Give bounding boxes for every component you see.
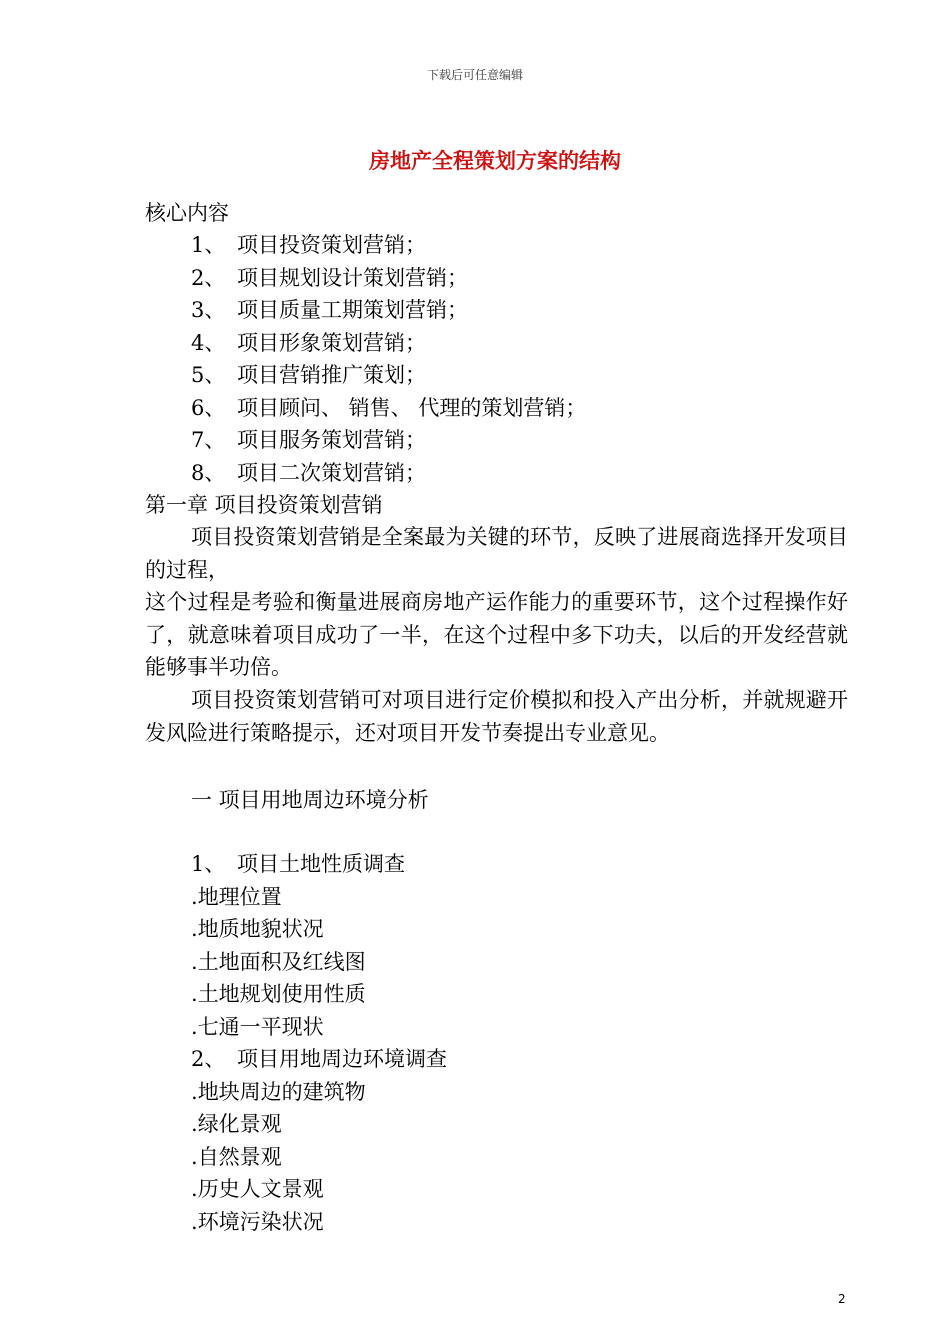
bullet-text: 土地面积及红线图 bbox=[197, 950, 366, 974]
item-number: 4、 bbox=[191, 331, 226, 355]
bullet-mark: . bbox=[191, 1145, 198, 1169]
item-number: 1、 bbox=[191, 852, 226, 876]
core-item bbox=[191, 264, 468, 292]
bullet-text: 绿化景观 bbox=[197, 1112, 282, 1136]
bullet-text: 七通一平现状 bbox=[197, 1015, 324, 1039]
bullet-mark: . bbox=[191, 1015, 198, 1039]
page-number: 2 bbox=[838, 1292, 846, 1306]
bullet-mark: . bbox=[191, 917, 198, 941]
bullet-text: 自然景观 bbox=[197, 1145, 282, 1169]
core-item bbox=[191, 361, 426, 389]
bullet-item bbox=[191, 1175, 324, 1203]
paragraph: 这个过程是考验和衡量进展商房地产运作能力的重要环节，这个过程操作好了，就意味着项目成功了一半，在这个过程中多下功夫，以后的开发经营就能够事半功倍。 bbox=[145, 590, 848, 679]
core-item bbox=[191, 296, 468, 324]
core-heading: 核心内容 bbox=[145, 201, 229, 225]
bullet-mark: . bbox=[191, 1210, 198, 1234]
item-text: 项目规划设计策划营销； bbox=[237, 266, 468, 290]
item-text: 项目形象策划营销； bbox=[237, 331, 426, 355]
core-item bbox=[191, 394, 586, 422]
bullet-mark: . bbox=[191, 885, 198, 909]
section-heading: 一 项目用地周边环境分析 bbox=[191, 788, 429, 812]
item-text: 项目用地周边环境调查 bbox=[237, 1047, 447, 1071]
document-title: 房地产全程策划方案的结构 bbox=[369, 149, 621, 173]
bullet-item bbox=[191, 948, 366, 976]
bullet-mark: . bbox=[191, 1112, 198, 1136]
bullet-text: 历史人文景观 bbox=[197, 1177, 324, 1201]
bullet-item bbox=[191, 980, 366, 1008]
item-text: 项目土地性质调查 bbox=[237, 852, 405, 876]
bullet-item bbox=[191, 1013, 324, 1041]
item-number: 8、 bbox=[191, 461, 226, 485]
item-text: 项目服务策划营销； bbox=[237, 428, 426, 452]
bullet-item bbox=[191, 1143, 282, 1171]
subsection-heading bbox=[191, 850, 405, 878]
bullet-text: 地质地貌状况 bbox=[197, 917, 324, 941]
core-item bbox=[191, 459, 426, 487]
header-note: 下载后可任意编辑 bbox=[426, 68, 523, 82]
paragraph: 项目投资策划营销可对项目进行定价模拟和投入产出分析，并就规避开发风险进行策略提示，还对项目开发节奏提出专业意见。 bbox=[145, 688, 848, 745]
item-text: 项目顾问、 销售、 代理的策划营销； bbox=[237, 396, 587, 420]
bullet-item bbox=[191, 915, 324, 943]
bullet-mark: . bbox=[191, 982, 198, 1006]
bullet-item bbox=[191, 1110, 282, 1138]
item-number: 1、 bbox=[191, 233, 226, 257]
item-number: 2、 bbox=[191, 1047, 226, 1071]
core-item bbox=[191, 231, 426, 259]
bullet-item bbox=[191, 1208, 324, 1236]
item-number: 7、 bbox=[191, 428, 226, 452]
paragraph: 项目投资策划营销是全案最为关键的环节，反映了进展商选择开发项目的过程， bbox=[145, 525, 848, 582]
chapter-title: 第一章 项目投资策划营销 bbox=[145, 493, 383, 517]
item-number: 2、 bbox=[191, 266, 226, 290]
item-number: 3、 bbox=[191, 298, 226, 322]
bullet-text: 环境污染状况 bbox=[197, 1210, 324, 1234]
item-text: 项目质量工期策划营销； bbox=[237, 298, 468, 322]
item-number: 6、 bbox=[191, 396, 226, 420]
bullet-item bbox=[191, 883, 282, 911]
bullet-text: 地块周边的建筑物 bbox=[197, 1080, 366, 1104]
subsection-heading bbox=[191, 1045, 447, 1073]
bullet-mark: . bbox=[191, 1177, 198, 1201]
bullet-text: 地理位置 bbox=[197, 885, 282, 909]
bullet-mark: . bbox=[191, 1080, 198, 1104]
core-item bbox=[191, 426, 426, 454]
item-text: 项目投资策划营销； bbox=[237, 233, 426, 257]
item-number: 5、 bbox=[191, 363, 226, 387]
bullet-text: 土地规划使用性质 bbox=[197, 982, 366, 1006]
item-text: 项目营销推广策划； bbox=[237, 363, 426, 387]
bullet-mark: . bbox=[191, 950, 198, 974]
bullet-item bbox=[191, 1078, 366, 1106]
core-item bbox=[191, 329, 426, 357]
item-text: 项目二次策划营销； bbox=[237, 461, 426, 485]
